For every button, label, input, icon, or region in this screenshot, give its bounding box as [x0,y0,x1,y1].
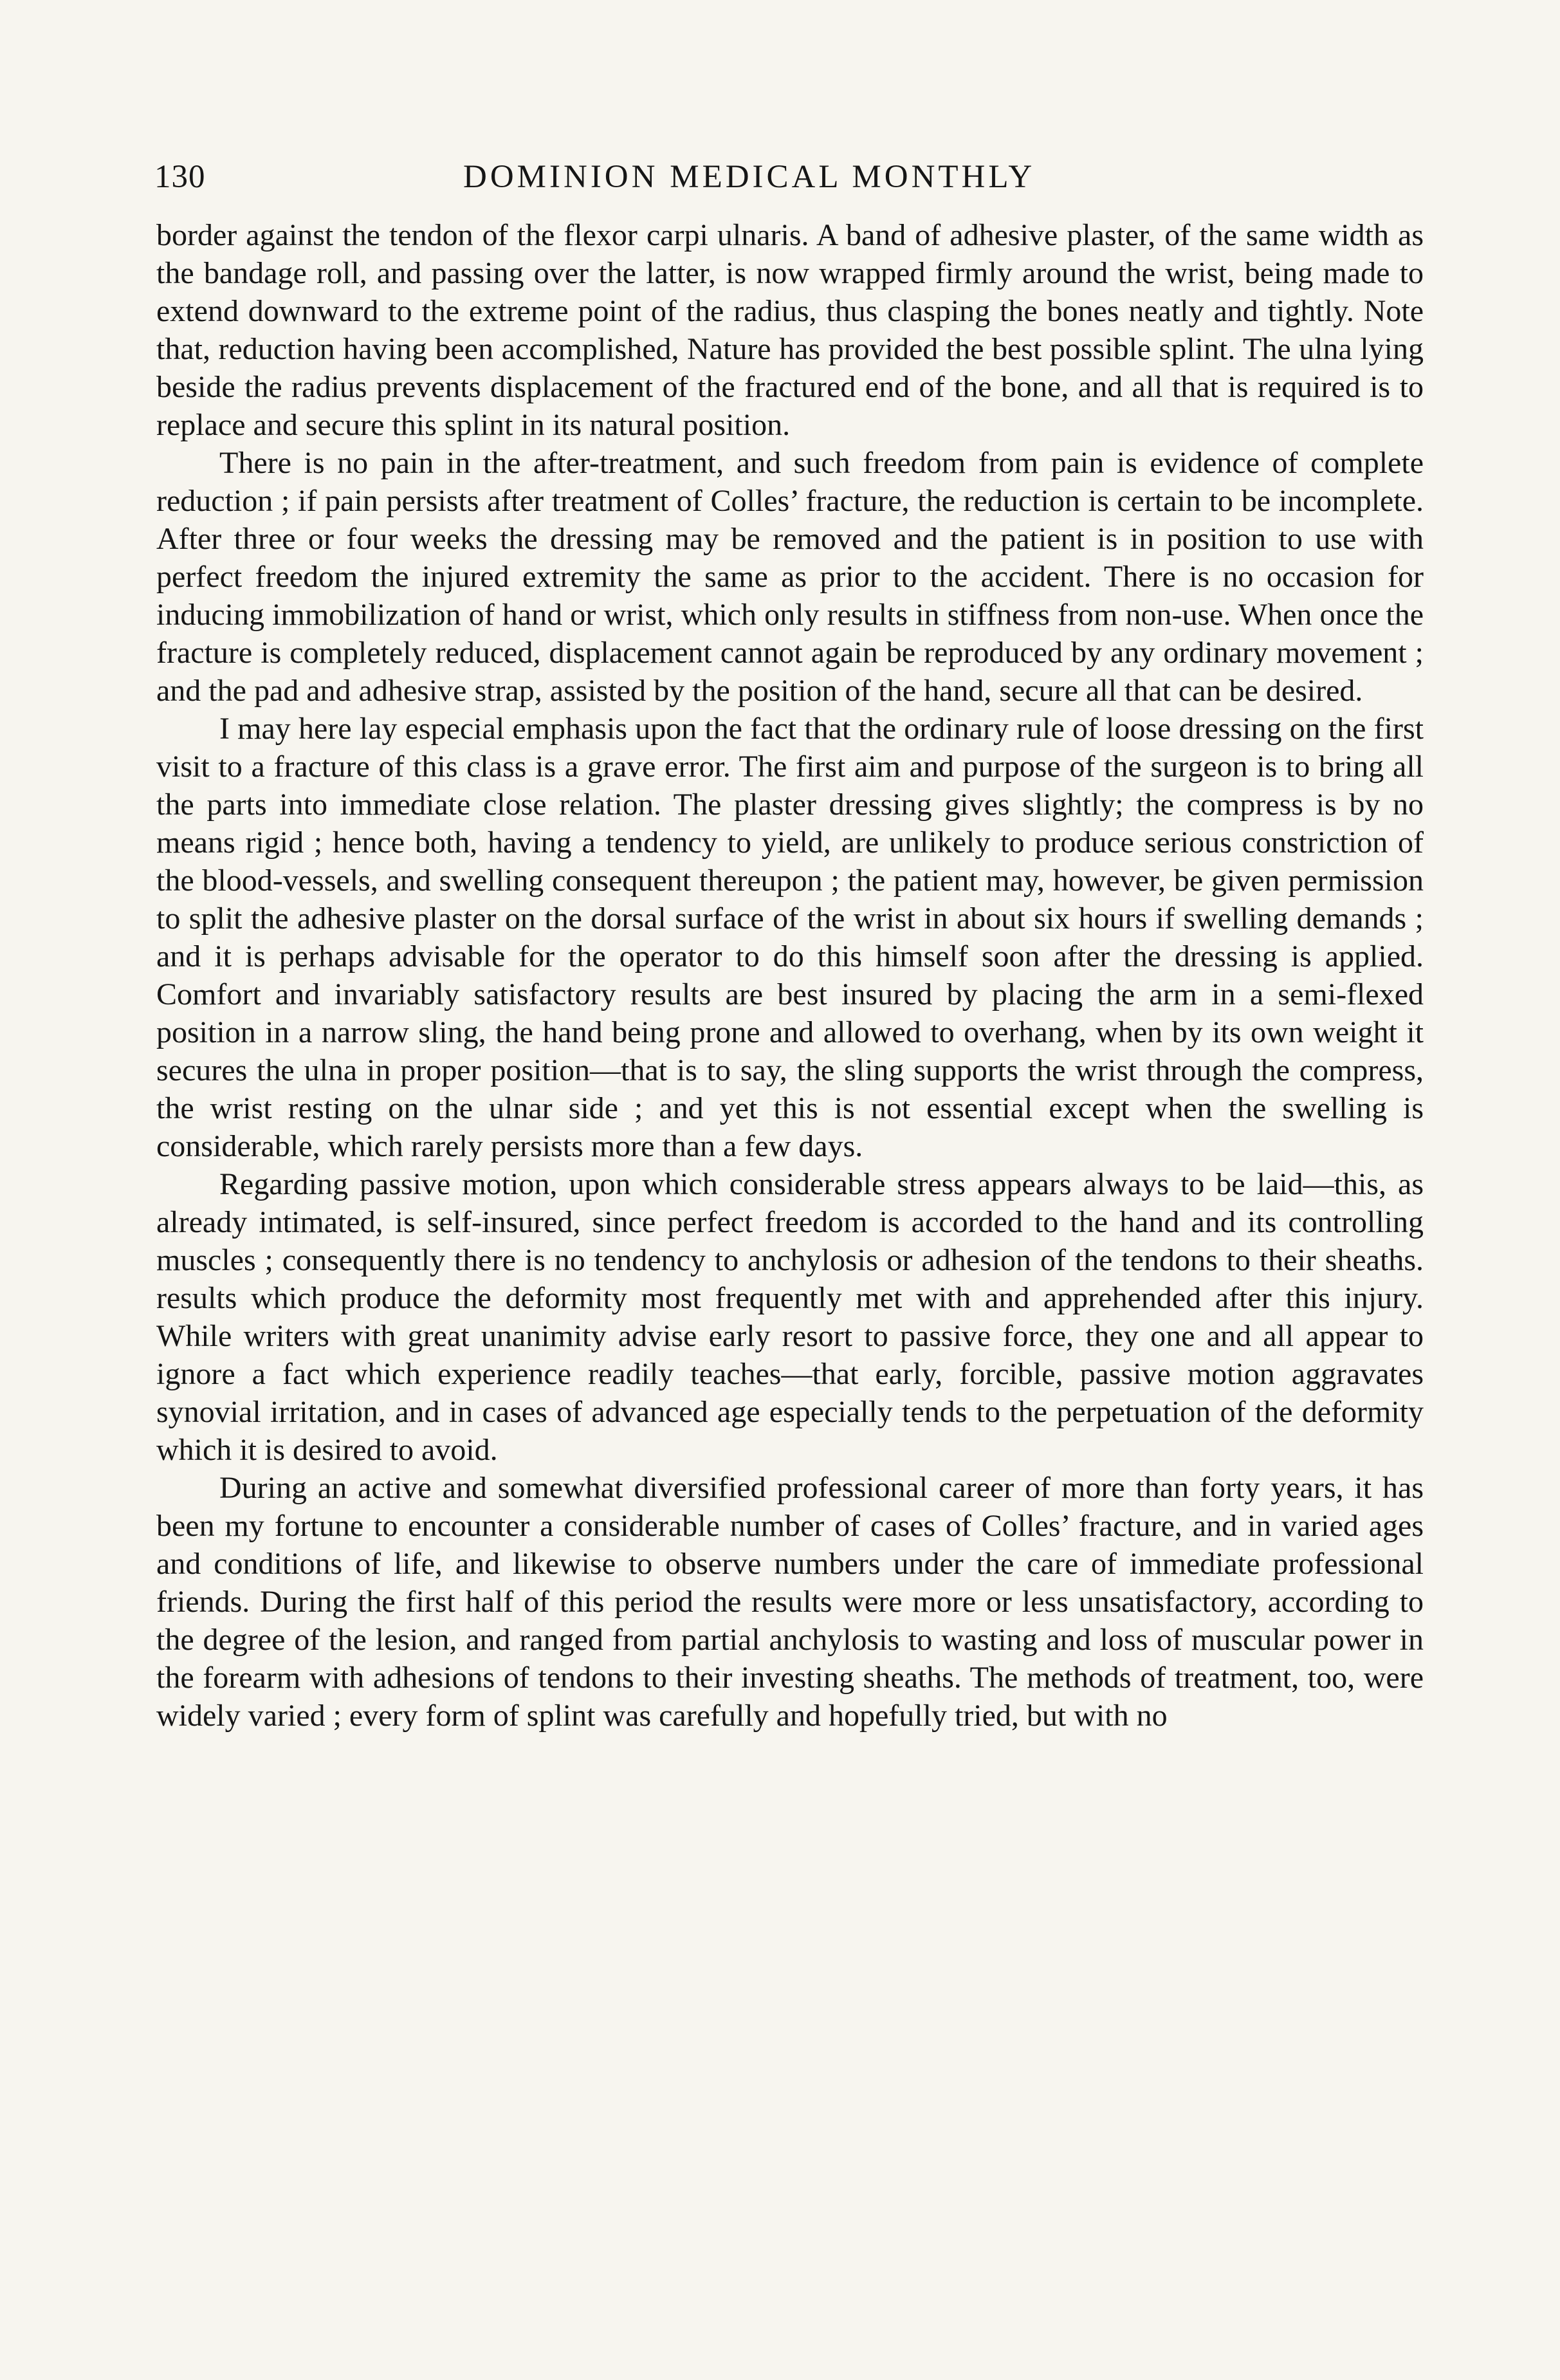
page-header [154,151,1425,203]
paragraph-loose-dressing: I may here lay especial emphasis upon the fact that the ordinary rule of loose dressing on the first visit to a fracture of this class is a grave error. The first aim and purpose of the surgeon is to bring all the parts into immediate close relation. The plaster dressing gives slightly; the compress is by no means rigid ; hence both, having a tendency to yield, are unlikely to produce serious constriction of the blood-vessels, and swelling consequent thereupon ; the patient may, however, be given permission to split the adhesive plaster on the dorsal surface of the wrist in about six hours if swelling demands ; and it is perhaps advisable for the operator to do this himself soon after the dressing is applied. Comfort and invariably satisfactory results are best insured by placing the arm in a semi-flexed position in a narrow sling, the hand being prone and allowed to overhang, when by its own weight it secures the ulna in proper position—that is to say, the sling supports the wrist through the compress, the wrist resting on the ulnar side ; and yet this is not essential except when the swelling is considerable, which rarely persists more than a few days. [156,712,1424,1163]
running-head: DOMINION MEDICAL MONTHLY [463,159,1036,195]
paragraph-continuation: border against the tendon of the flexor carpi ulnaris. A band of adhesive plaster, of the same width as the bandage roll, and passing over the latter, is now wrapped firmly around the wrist, being made to extend downward to the extreme point of the radius, thus clasping the bones neatly and tightly. Note that, reduction having been accomplished, Nature has provided the best possible splint. The ulna lying beside the radius prevents displacement of the fractured end of the bone, and all that is required is to replace and secure this splint in its natural position. [156,218,1424,442]
paragraph-professional-career: During an active and somewhat diversified professional career of more than forty years, it has been my fortune to encounter a considerable number of cases of Colles’ fracture, and in varied ages and conditions of life, and likewise to observe numbers under the care of immediate professional friends. During the first half of this period the results were more or less unsatisfactory, according to the degree of the lesion, and ranged from partial anchylosis to wasting and loss of muscular power in the forearm with adhesions of tendons to their investing sheaths. The methods of treatment, too, were widely varied ; every form of splint was carefully and hopefully tried, but with no [156,1471,1424,1733]
paragraph-passive-motion: Regarding passive motion, upon which considerable stress appears always to be laid—this, as already intimated, is self-insured, since perfect freedom is accorded to the hand and its controlling muscles ; consequently there is no tendency to anchylosis or adhesion of the tendons to their sheaths. results which produce the deformity most frequently met with and apprehended after this injury. While writers with great unanimity advise early resort to passive force, they one and all appear to ignore a fact which experience readily teaches—that early, forcible, passive motion aggravates synovial irritation, and in cases of advanced age especially tends to the perpetuation of the deformity which it is desired to avoid. [156,1167,1424,1467]
page-number: 130 [154,159,206,195]
article-body [156,216,1424,1735]
paragraph-after-treatment: There is no pain in the after-treatment, and such freedom from pain is evidence of complete reduction ; if pain persists after treatment of Colles’ fracture, the reduction is certain to be incomplete. After three or four weeks the dressing may be removed and the patient is in position to use with perfect freedom the injured extremity the same as prior to the accident. There is no occasion for inducing immobilization of hand or wrist, which only results in stiffness from non-use. When once the fracture is completely reduced, displacement cannot again be reproduced by any ordinary movement ; and the pad and adhesive strap, assisted by the position of the hand, secure all that can be desired. [156,446,1424,708]
